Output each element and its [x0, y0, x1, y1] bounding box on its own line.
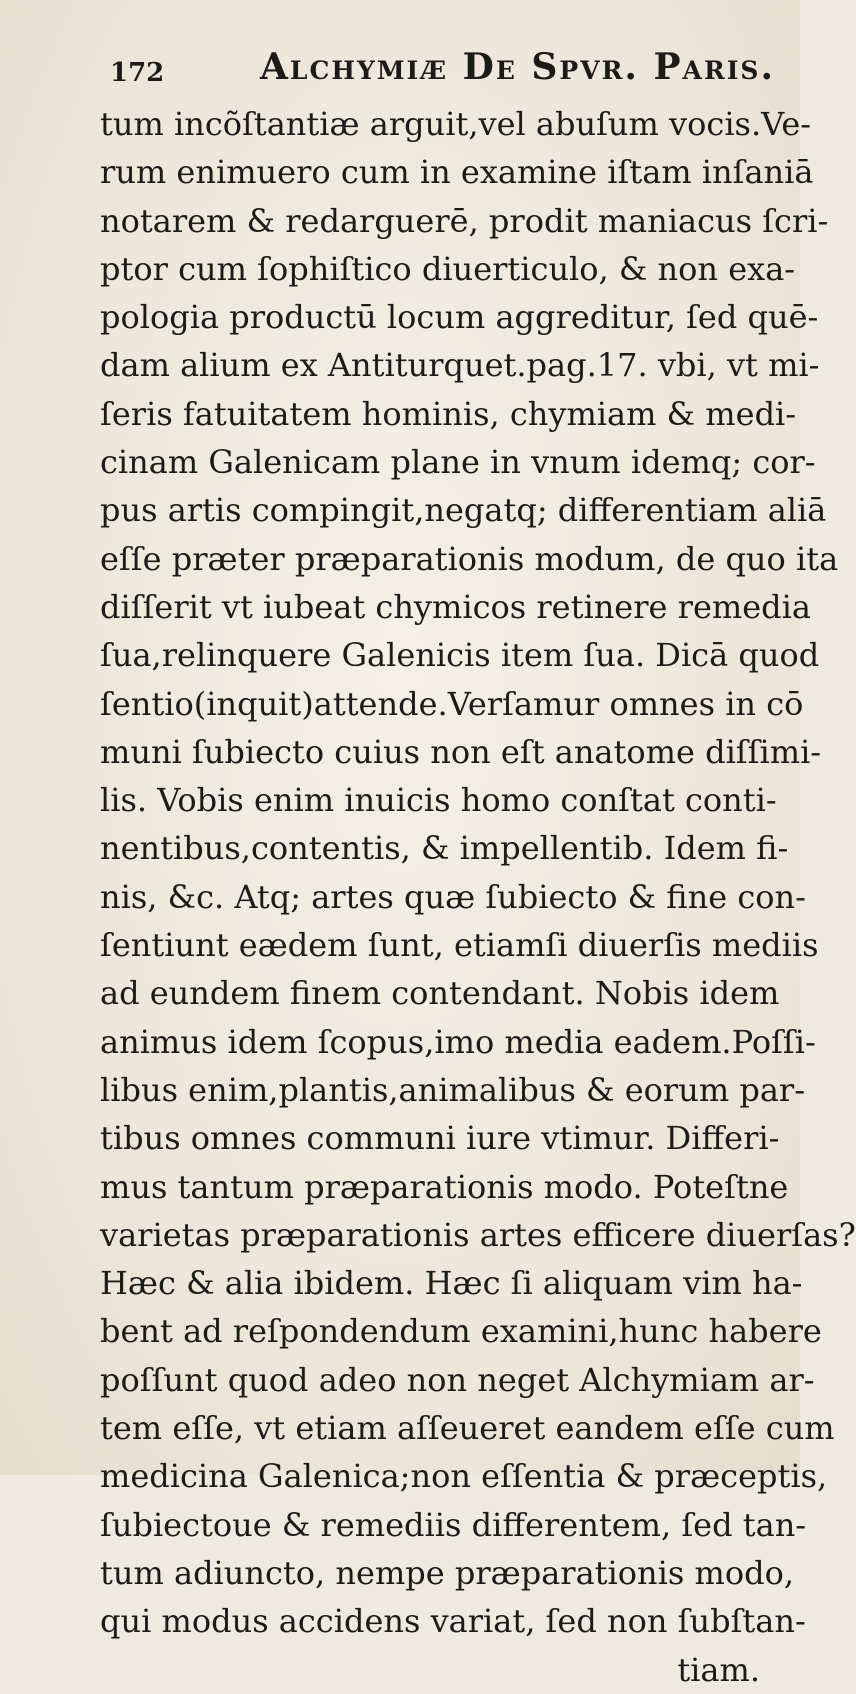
text-line: tum incõſtantiæ arguit,vel abuſum vocis.Ve-: [100, 105, 812, 143]
text-line: ſua,relinquere Galenicis item ſua. Dicā quod: [100, 636, 820, 675]
text-line: ſentio(inquit)attende.Verſamur omnes in cō: [100, 684, 804, 723]
text-line: ſeris fatuitatem hominis, chymiam & medi-: [100, 394, 797, 433]
text-line: ſentiunt eædem ſunt, etiamſi diuerſis mediis: [100, 926, 819, 965]
text-line: dam alium ex Antiturquet.pag.17. vbi, vt mi-: [100, 346, 820, 385]
text-line: tibus omnes communi iure vtimur. Differi-: [100, 1119, 780, 1158]
text-line: lis. Vobis enim inuicis homo conſtat conti-: [100, 781, 777, 820]
text-line: ptor cum ſophiſtico diuerticulo, & non exa-: [100, 249, 796, 288]
text-line: ad eundem finem contendant. Nobis idem: [100, 974, 780, 1013]
running-title: Alchymiæ De Spvr. Paris.: [260, 46, 775, 88]
text-line: libus enim,plantis,animalibus & eorum par-: [100, 1070, 805, 1109]
text-line: varietas præparationis artes efficere diuerſas?: [100, 1215, 856, 1254]
text-line: diſſerit vt iubeat chymicos retinere remedia: [100, 587, 811, 626]
text-line: tum adiuncto, nempe præparationis modo,: [100, 1553, 794, 1592]
text-line: tem eſſe, vt etiam aſſeueret eandem eſſe cum: [100, 1409, 835, 1448]
text-line: nentibus,contentis, & impellentib. Idem fi-: [100, 829, 789, 868]
text-line: cinam Galenicam plane in vnum idemq; cor-: [100, 443, 816, 482]
text-line: mus tantum præparationis modo. Poteſtne: [100, 1167, 789, 1206]
text-line: medicina Galenica;non eſſentia & præceptis,: [100, 1457, 828, 1496]
text-line: qui modus accidens variat, ſed non ſubſtan-: [100, 1602, 806, 1641]
text-line: poſſunt quod adeo non neget Alchymiam ar-: [100, 1360, 815, 1399]
text-line: ſubiectoue & remediis differentem, ſed tan-: [100, 1505, 807, 1544]
page-number: 172: [110, 58, 165, 88]
body-text: [100, 100, 856, 1694]
text-line: notarem & redarguerē, prodit maniacus ſcri-: [100, 201, 829, 240]
text-line: muni ſubiecto cuius non eſt anatome diſſimi-: [100, 732, 822, 771]
text-line: pologia productū locum aggreditur, ſed quē-: [100, 298, 819, 337]
text-line: bent ad reſpondendum examini,hunc habere: [100, 1312, 822, 1351]
running-head: [110, 40, 775, 96]
text-line: animus idem ſcopus,imo media eadem.Poſſi-: [100, 1022, 816, 1061]
text-line: eſſe præter præparationis modum, de quo ita: [100, 539, 839, 578]
text-line: nis, &c. Atq; artes quæ ſubiecto & fine con-: [100, 877, 806, 916]
text-line: rum enimuero cum in examine iſtam inſaniā: [100, 153, 814, 192]
text-line: pus artis compingit,negatq; differentiam aliā: [100, 491, 827, 530]
text-line: tiam.: [677, 1650, 760, 1689]
text-line: Hæc & alia ibidem. Hæc ſi aliquam vim ha-: [100, 1264, 803, 1303]
